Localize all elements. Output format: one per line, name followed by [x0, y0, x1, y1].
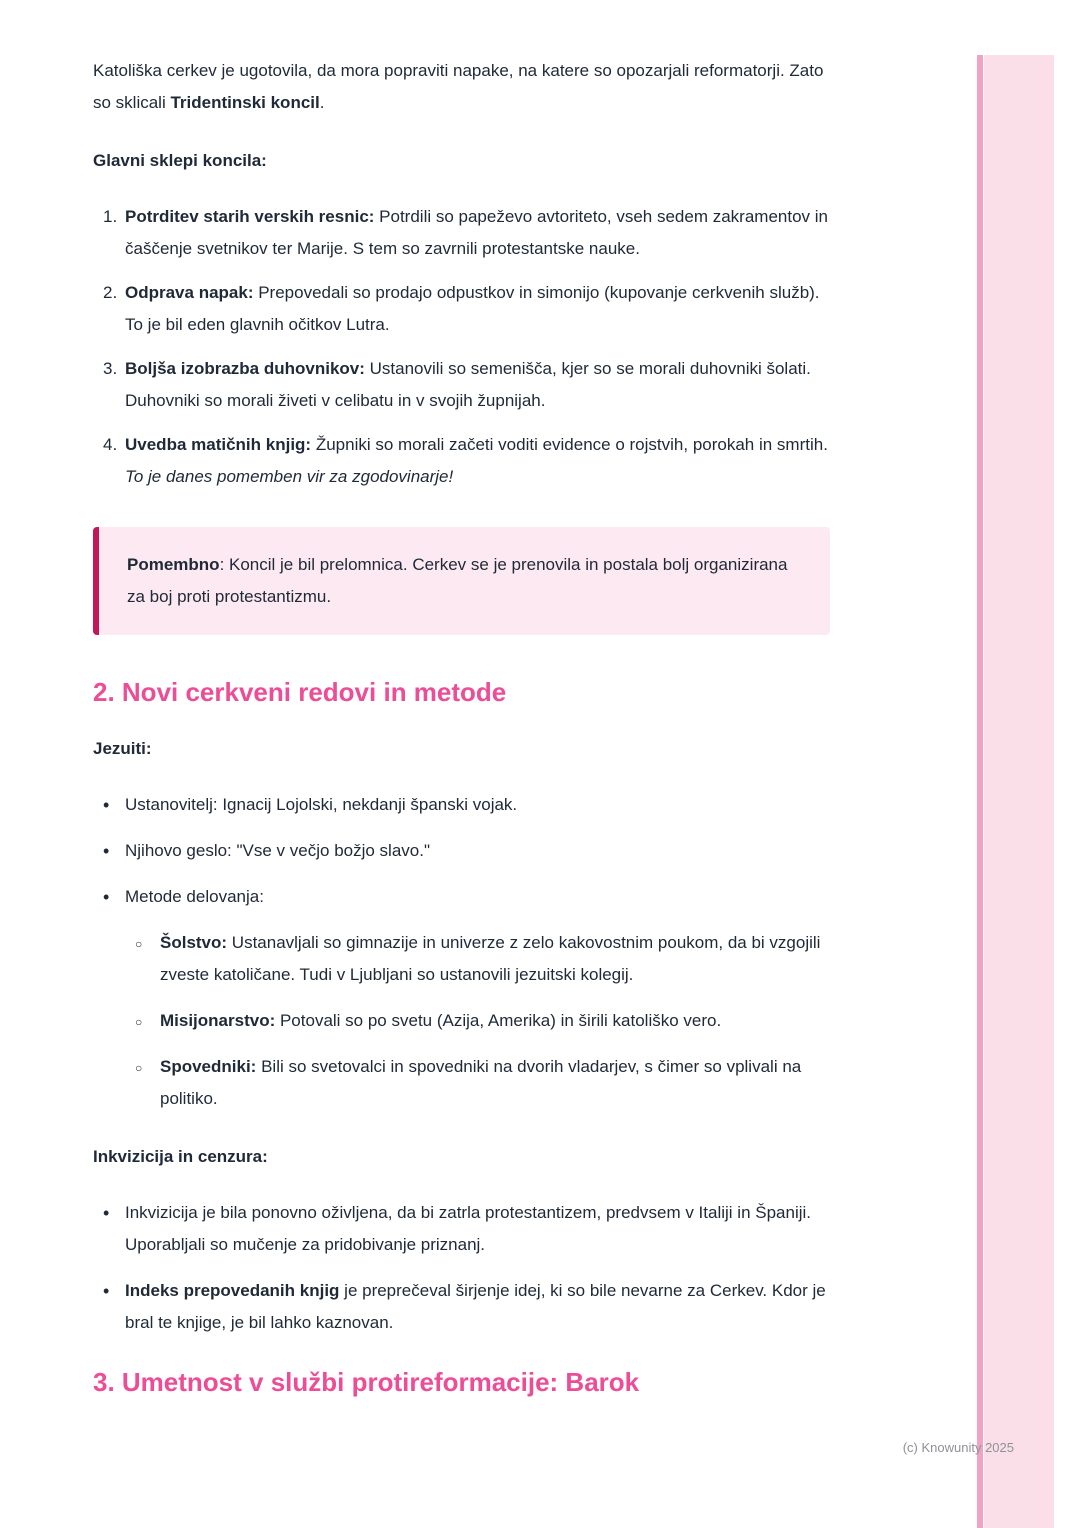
sub-bullet-icon: ○: [135, 1015, 143, 1029]
bullet-list-item: [103, 1197, 830, 1261]
bullet-icon: •: [103, 887, 110, 907]
bullet-icon: •: [103, 1203, 110, 1223]
inkvizicija-bullet-list: [93, 1197, 830, 1339]
list-item-text: Inkvizicija je bila ponovno oživljena, da bi zatrla protestantizem, predvsem v Italiji in Španiji. Uporabljali so mučenje za pridobivanje priznanj.: [125, 1203, 812, 1254]
list-item-text: Uvedba matičnih knjig: Župniki so morali začeti voditi evidence o rojstvih, porokah in smrtih. To je danes pomemben vir za zgodovinarje!: [125, 435, 828, 486]
list-item-number: 4.: [103, 435, 118, 454]
notes-page: [93, 55, 830, 1423]
sub-bullet-list-item: [135, 1051, 830, 1115]
sub-bullet-icon: ○: [135, 937, 143, 951]
side-strip: [984, 55, 1054, 1528]
list-item-text: Misijonarstvo: Potovali so po svetu (Azija, Amerika) in širili katoliško vero.: [160, 1011, 722, 1030]
list-item-text: Ustanovitelj: Ignacij Lojolski, nekdanji španski vojak.: [125, 795, 518, 814]
heading-section-3: 3. Umetnost v službi protireformacije: Barok: [93, 1367, 640, 1397]
numbered-list-item: [103, 429, 830, 493]
list-item-text: Indeks prepovedanih knjig je preprečeval širjenje idej, ki so bile nevarne za Cerkev. Kdor je bral te knjige, je bil lahko kaznovan.: [125, 1281, 826, 1332]
list-item-number: 2.: [103, 283, 118, 302]
intro-paragraph: Katoliška cerkev je ugotovila, da mora popraviti napake, na katere so opozarjali reformatorji. Zato so sklicali Tridentinski koncil.: [93, 61, 824, 112]
list-item-number: 1.: [103, 207, 118, 226]
list-item-text: Odprava napak: Prepovedali so prodajo odpustkov in simonijo (kupovanje cerkvenih služb). To je bil eden glavnih očitkov Lutra.: [125, 283, 820, 334]
bullet-icon: •: [103, 1281, 110, 1301]
list-item-text: Njihovo geslo: "Vse v večjo božjo slavo.": [125, 841, 430, 860]
bullet-icon: •: [103, 795, 110, 815]
heading-section-2: 2. Novi cerkveni redovi in metode: [93, 677, 507, 707]
sub-bullet-icon: ○: [135, 1061, 143, 1075]
watermark: (c) Knowunity 2025: [902, 1440, 1014, 1455]
list-item-text: Metode delovanja:: [125, 887, 264, 906]
koncil-numbered-list: [93, 201, 830, 493]
numbered-list-item: [103, 201, 830, 265]
bullet-list-item: [103, 835, 830, 867]
bullet-list-item: [103, 789, 830, 821]
numbered-list-item: [103, 353, 830, 417]
numbered-list-item: [103, 277, 830, 341]
list-item-text: Boljša izobrazba duhovnikov: Ustanovili so semenišča, kjer so se morali duhovniki šolati. Duhovniki so morali živeti v celibatu in v svojih župnijah.: [125, 359, 811, 410]
callout-text: Pomembno: Koncil je bil prelomnica. Cerkev se je prenovila in postala bolj organizirana za boj proti protestantizmu.: [127, 555, 788, 606]
heading-jezuiti: Jezuiti:: [93, 739, 152, 758]
callout-box: [93, 527, 830, 635]
bullet-icon: •: [103, 841, 110, 861]
metode-sub-list: [103, 927, 830, 1115]
heading-glavni-sklepi: Glavni sklepi koncila:: [93, 151, 267, 170]
side-strip-line: [977, 55, 983, 1528]
sub-bullet-list-item: [135, 927, 830, 991]
list-item-text: Šolstvo: Ustanavljali so gimnazije in univerze z zelo kakovostnim poukom, da bi vzgojili zveste katoličane. Tudi v Ljubljani so ustanovili jezuitski kolegij.: [160, 933, 821, 984]
list-item-text: Potrditev starih verskih resnic: Potrdili so papeževo avtoriteto, vseh sedem zakramentov in čaščenje svetnikov ter Marije. S tem so zavrnili protestantske nauke.: [125, 207, 829, 258]
bullet-list-item: [103, 881, 830, 913]
bullet-list-item: [103, 1275, 830, 1339]
heading-inkvizicija: Inkvizicija in cenzura:: [93, 1147, 268, 1166]
list-item-number: 3.: [103, 359, 118, 378]
jezuiti-bullet-list: [93, 789, 830, 1115]
sub-bullet-list-item: [135, 1005, 830, 1037]
list-item-text: Spovedniki: Bili so svetovalci in spovedniki na dvorih vladarjev, s čimer so vplivali na politiko.: [160, 1057, 802, 1108]
